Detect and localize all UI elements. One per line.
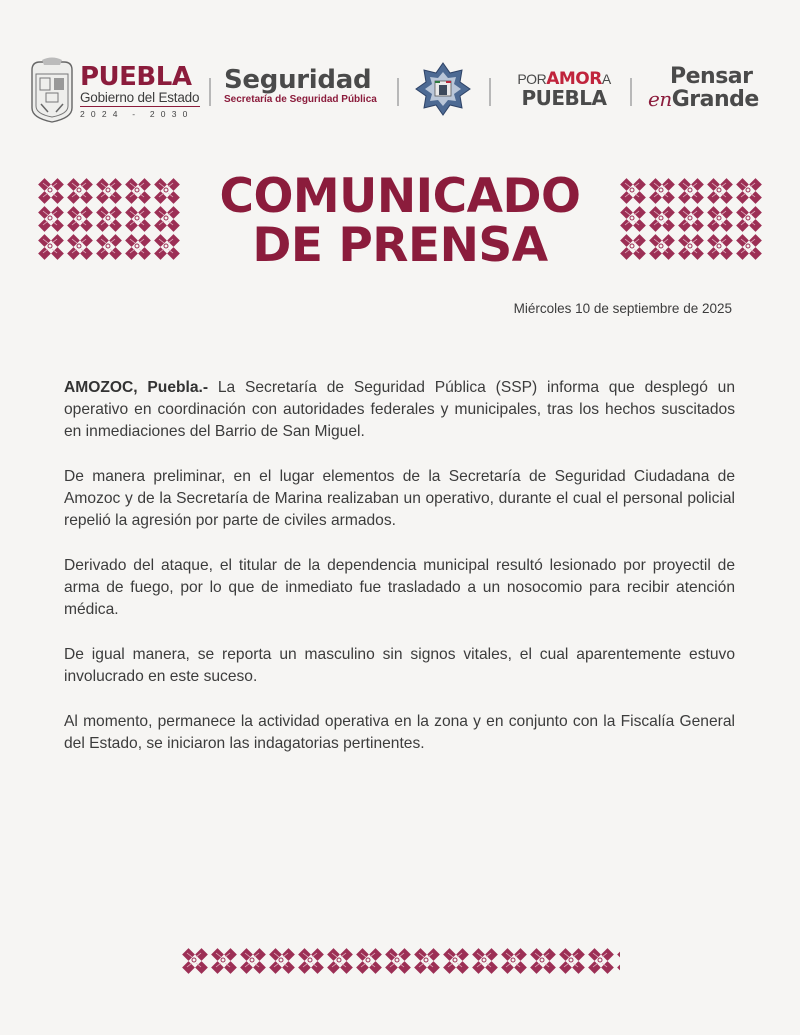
decorative-pattern-right-icon bbox=[618, 176, 764, 260]
pensar-logo-pensar: Pensar bbox=[670, 64, 753, 89]
paragraph: Derivado del ataque, el titular de la dependencia municipal resultó lesionado por proyectil de arma de fuego, por lo que de inmediato fue trasladado a un nosocomio para recibir atención médica. bbox=[64, 557, 735, 619]
logo-divider bbox=[209, 78, 211, 106]
por-amor-a-puebla-logo bbox=[512, 70, 616, 108]
por-amor-puebla: PUEBLA bbox=[521, 86, 607, 110]
puebla-logo-subtitle: Gobierno del Estado bbox=[80, 90, 200, 105]
paragraph: De manera preliminar, en el lugar elementos de la Secretaría de Seguridad Ciudadana de Amozoc y de la Secretaría de Marina realizaban un operativo, durante el cual el personal policial repelió la agresión por parte de civiles armados. bbox=[64, 468, 735, 530]
por-amor-amor: AMOR bbox=[546, 69, 602, 89]
publication-date: Miércoles 10 de septiembre de 2025 bbox=[513, 301, 732, 316]
pensar-logo-grande: Grande bbox=[671, 87, 759, 112]
pensar-logo-en: en bbox=[648, 87, 672, 111]
logo-divider bbox=[397, 78, 399, 106]
seguridad-logo-name: Seguridad bbox=[224, 65, 372, 95]
police-badge-star-icon bbox=[414, 62, 472, 116]
page-title-line-2: DE PRENSA bbox=[252, 218, 548, 273]
page-title-line-1: COMUNICADO bbox=[219, 169, 581, 224]
state-coat-of-arms-icon bbox=[28, 56, 76, 126]
dateline: AMOZOC, Puebla.- bbox=[64, 379, 209, 396]
gobierno-puebla-logo bbox=[80, 64, 200, 119]
decorative-border-footer-icon bbox=[180, 946, 620, 976]
paragraph: De igual manera, se reporta un masculino sin signos vitales, el cual aparentemente estuvo involucrado en este suceso. bbox=[64, 646, 735, 686]
logo-divider bbox=[630, 78, 632, 106]
pensar-en-grande-logo bbox=[648, 66, 768, 111]
paragraph: AMOZOC, Puebla.- La Secretaría de Seguridad Pública (SSP) informa que desplegó un operativo en coordinación con autoridades federales y municipales, tras los hechos suscitados en inmediaciones del Barrio de San Miguel. bbox=[64, 379, 736, 441]
seguridad-logo bbox=[224, 66, 377, 106]
por-amor-por: POR bbox=[517, 71, 547, 87]
paragraph: Al momento, permanece la actividad operativa en la zona y en conjunto con la Fiscalía General del Estado, se iniciaron las indagatorias pertinentes. bbox=[64, 712, 735, 752]
seguridad-logo-subtitle: Secretaría de Seguridad Pública bbox=[224, 94, 377, 105]
decorative-pattern-left-icon bbox=[36, 176, 182, 260]
por-amor-a: A bbox=[601, 71, 611, 87]
puebla-logo-name: PUEBLA bbox=[80, 62, 192, 92]
page-title bbox=[190, 169, 610, 273]
puebla-logo-years: 2024 - 2030 bbox=[80, 109, 194, 119]
logo-divider bbox=[489, 78, 491, 106]
press-release-body bbox=[64, 377, 735, 778]
